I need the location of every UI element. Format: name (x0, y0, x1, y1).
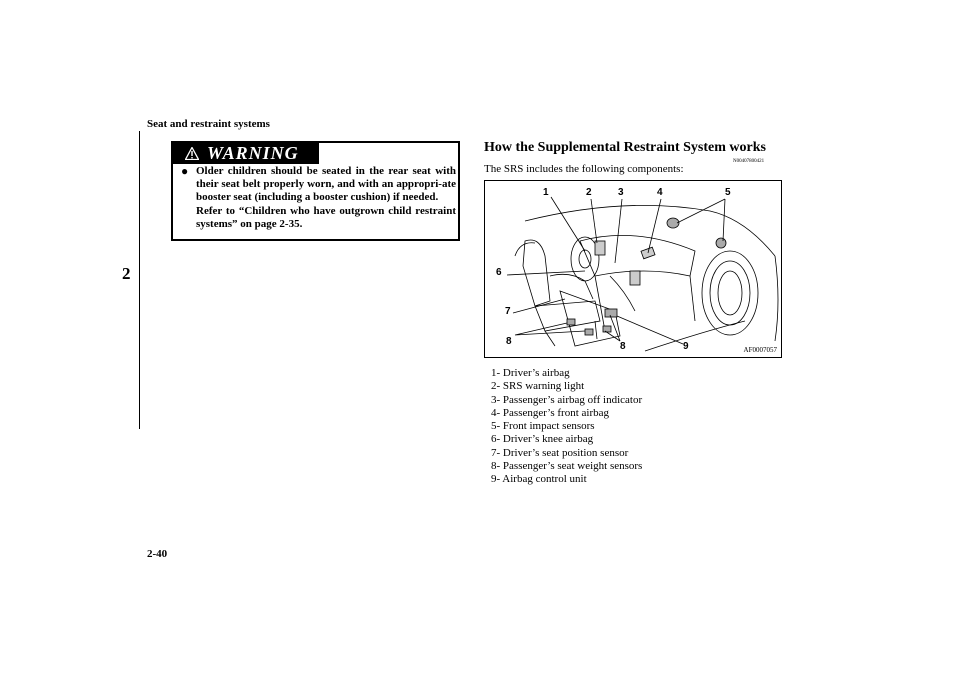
warning-title: WARNING (207, 143, 299, 163)
list-item: 7- Driver’s seat position sensor (491, 446, 629, 459)
reference-code: N00407800421 (733, 159, 765, 164)
list-item: 3- Passenger’s airbag off indicator (491, 393, 643, 406)
list-item: 4- Passenger’s front airbag (491, 406, 610, 419)
car-interior-illustration (485, 181, 783, 359)
warning-box (171, 141, 460, 241)
callout-1: 1 (543, 187, 549, 198)
callout-2: 2 (586, 187, 592, 198)
chapter-tab-number: 2 (122, 264, 131, 283)
list-item: 8- Passenger’s seat weight sensors (491, 460, 643, 473)
chapter-tab-divider (139, 131, 140, 429)
warning-body (181, 165, 456, 231)
list-item: 5- Front impact sensors (491, 420, 595, 433)
warning-triangle-icon (185, 147, 199, 160)
intro-text: The SRS includes the following components: (484, 163, 684, 175)
callout-3: 3 (618, 187, 624, 198)
page-number: 2-40 (147, 548, 168, 560)
callout-8b: 8 (620, 341, 626, 352)
list-item: 1- Driver’s airbag (491, 367, 570, 379)
callout-9: 9 (683, 341, 689, 352)
list-item: 2- SRS warning light (491, 380, 585, 393)
bullet-icon: ● (181, 164, 189, 178)
figure-code: AF0007057 (743, 346, 777, 354)
callout-5: 5 (725, 187, 731, 198)
callout-4: 4 (657, 187, 663, 198)
srs-components-diagram (484, 180, 782, 358)
warning-reference: Refer to “Children who have outgrown child restraint systems” on page 2-35. (196, 204, 456, 230)
callout-8a: 8 (506, 336, 512, 347)
section-header: Seat and restraint systems (147, 118, 270, 130)
section-heading: How the Supplemental Restraint System works (484, 140, 766, 155)
list-item: 6- Driver’s knee airbag (491, 433, 594, 446)
warning-text: Older children should be seated in the rear seat with their seat belt properly worn, and with an appropri-ate booster seat (including a booster cushion) if needed. (196, 165, 456, 204)
component-list (491, 367, 642, 487)
list-item: 9- Airbag control unit (491, 473, 587, 486)
callout-6: 6 (496, 267, 502, 278)
warning-header (173, 143, 319, 164)
callout-7: 7 (505, 306, 511, 317)
